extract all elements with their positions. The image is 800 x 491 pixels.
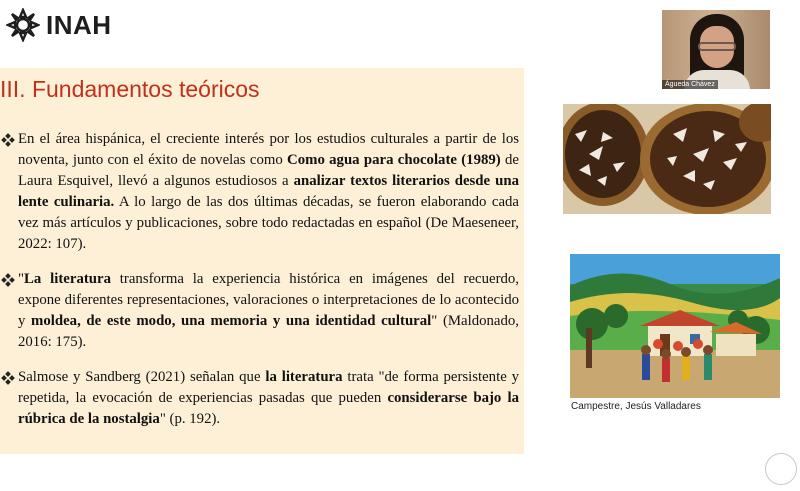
participant-glasses <box>698 42 736 51</box>
text-run-bold: analizar textos literarios desde una lente culinaria. <box>18 173 519 210</box>
text-run: A lo largo de las dos últimas décadas, se fueron elaborando cada vez más artículos y publicaciones, sobre todo redactadas en español (De Maeseneer, 2022: 107). <box>18 194 519 252</box>
bullet-point-2 <box>0 269 519 353</box>
text-run: " (Maldonado, 2016: 175). <box>18 313 519 350</box>
painting-image <box>570 254 780 398</box>
text-run: " <box>18 271 25 287</box>
inah-logo <box>6 8 112 42</box>
text-run: transforma la experiencia histórica en imágenes del recuerdo, expone diferentes representaciones, valoraciones o interpretaciones de lo acontecido y <box>18 271 519 329</box>
bullet-text <box>18 271 519 350</box>
participant-name-label: Águeda Chávez <box>662 80 718 89</box>
text-run-bold: considerarse bajo la rúbrica de la nostalgia <box>18 390 519 427</box>
brand-name: INAH <box>46 9 112 40</box>
text-run: En el área hispánica, el creciente interés por los estudios culturales a partir de los noventa, junto con el éxito de novelas como <box>18 131 519 168</box>
diamond-bullet-icon <box>1 273 15 287</box>
text-run: Salmose y Sandberg (2021) señalan que <box>18 369 266 385</box>
text-run-bold: La literatura <box>24 271 111 287</box>
text-run-bold: la literatura <box>265 369 343 385</box>
image-caption: Campestre, Jesús Valladares <box>571 401 701 412</box>
text-run-bold: moldea, de este modo, una memoria y una identidad cultural <box>31 313 432 329</box>
text-run: " (p. 192). <box>159 411 221 427</box>
text-run: trata "de forma persistente y repetida, la evocación de experiencias pasadas que pueden <box>18 369 519 406</box>
participant-video-tile[interactable] <box>662 10 770 89</box>
corner-emblem-icon <box>765 453 797 485</box>
diamond-bullet-icon <box>1 371 15 385</box>
diamond-bullet-icon <box>1 133 15 147</box>
bullet-text <box>18 369 519 427</box>
text-run-bold: Como agua para chocolate (1989) <box>287 152 501 168</box>
bullet-point-3 <box>0 367 519 430</box>
food-photo <box>563 104 771 214</box>
slide-title: III. Fundamentos teóricos <box>0 76 260 102</box>
bullet-point-1 <box>0 129 519 255</box>
bullet-text <box>18 131 519 252</box>
inah-emblem-icon <box>6 8 40 42</box>
text-run: de Laura Esquivel, llevó a algunos estudiosos a <box>18 152 519 189</box>
